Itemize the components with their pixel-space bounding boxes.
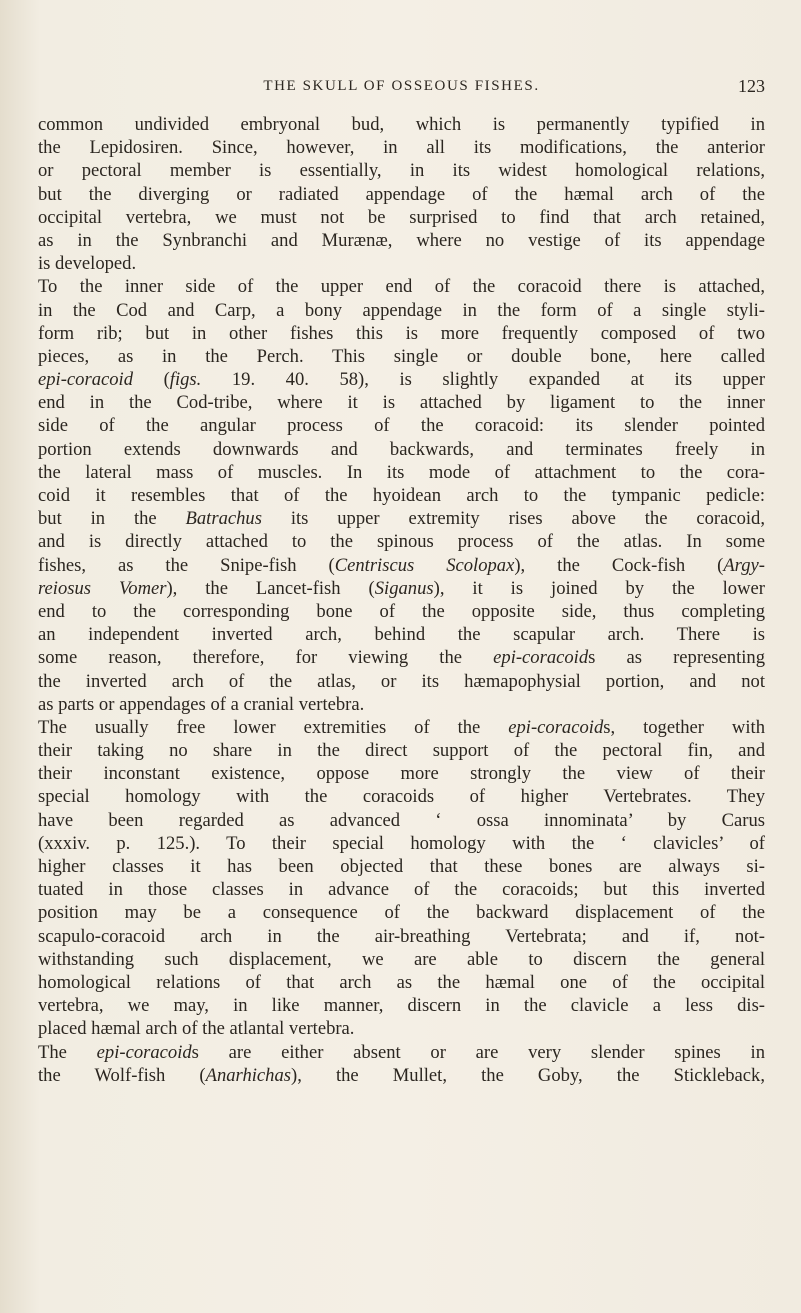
text-line: tuated in those classes in advance of the coracoids; but this inverted (38, 879, 765, 901)
text-line: placed hæmal arch of the atlantal vertebra. (38, 1018, 355, 1040)
text-line: The epi-coracoids are either absent or are very slender spines in (38, 1041, 765, 1063)
text-line: as parts or appendages of a cranial vertebra. (38, 693, 365, 715)
body-text (38, 113, 765, 1087)
text-line: but the diverging or radiated appendage of the hæmal arch of the (38, 183, 765, 205)
text-line: the inverted arch of the atlas, or its hæmapophysial portion, and not (38, 670, 765, 692)
text-line: The usually free lower extremities of the epi-coracoids, together with (38, 716, 765, 738)
text-line: end in the Cod-tribe, where it is attached by ligament to the inner (38, 392, 765, 414)
text-line: form rib; but in other fishes this is more frequently composed of two (38, 322, 765, 344)
text-line: position may be a consequence of the backward displacement of the (38, 902, 765, 924)
text-line: side of the angular process of the coracoid: its slender pointed (38, 415, 765, 437)
text-line: their taking no share in the direct support of the pectoral fin, and (38, 740, 765, 762)
text-line: some reason, therefore, for viewing the epi-coracoids as representing (38, 647, 766, 669)
text-line: the lateral mass of muscles. In its mode of attachment to the cora- (38, 461, 765, 483)
text-line: homological relations of that arch as the hæmal one of the occipital (38, 971, 765, 993)
text-line: or pectoral member is essentially, in its widest homological relations, (38, 160, 765, 182)
text-line: the Lepidosiren. Since, however, in all its modifications, the anterior (38, 137, 765, 159)
text-line: portion extends downwards and backwards, and terminates freely in (38, 438, 765, 460)
text-line: higher classes it has been objected that these bones are always si- (38, 856, 765, 877)
text-line: reiosus Vomer), the Lancet-fish (Siganus), it is joined by the lower (38, 577, 765, 599)
text-line: the Wolf-fish (Anarhichas), the Mullet, the Goby, the Stickleback, (38, 1064, 765, 1086)
running-head: THE SKULL OF OSSEOUS FISHES. (263, 78, 540, 94)
text-line: common undivided embryonal bud, which is permanently typified in (38, 114, 765, 135)
text-line: scapulo-coracoid arch in the air-breathing Vertebrata; and if, not- (38, 925, 765, 947)
text-line: their inconstant existence, oppose more strongly the view of their (38, 763, 765, 785)
page-number: 123 (738, 76, 765, 96)
text-line: withstanding such displacement, we are able to discern the general (38, 948, 765, 970)
text-line: pieces, as in the Perch. This single or double bone, here called (38, 345, 765, 367)
page-header (38, 78, 765, 104)
text-line: in the Cod and Carp, a bony appendage in the form of a single styli- (38, 299, 765, 321)
text-line: as in the Synbranchi and Murænæ, where no vestige of its appendage (38, 229, 765, 251)
text-line: vertebra, we may, in like manner, discern in the clavicle a less dis- (38, 995, 765, 1017)
text-line: have been regarded as advanced ‘ ossa innominata’ by Carus (38, 809, 765, 831)
text-line: is developed. (38, 253, 137, 275)
text-line: To the inner side of the upper end of the coracoid there is attached, (38, 276, 765, 298)
text-line: and is directly attached to the spinous process of the atlas. In some (38, 531, 765, 553)
text-line: coid it resembles that of the hyoidean arch to the tympanic pedicle: (38, 485, 765, 506)
text-line: an independent inverted arch, behind the scapular arch. There is (38, 624, 765, 646)
text-line: occipital vertebra, we must not be surprised to find that arch retained, (38, 206, 765, 228)
text-line: epi-coracoid (figs. 19. 40. 58), is slightly expanded at its upper (38, 369, 766, 391)
text-line: but in the Batrachus its upper extremity rises above the coracoid, (38, 508, 765, 530)
text-line: special homology with the coracoids of higher Vertebrates. They (38, 786, 765, 808)
text-line: (xxxiv. p. 125.). To their special homology with the ‘ clavicles’ of (38, 832, 765, 854)
text-line: fishes, as the Snipe-fish (Centriscus Scolopax), the Cock-fish (Argy- (38, 554, 765, 576)
text-line: end to the corresponding bone of the opposite side, thus completing (38, 600, 765, 622)
